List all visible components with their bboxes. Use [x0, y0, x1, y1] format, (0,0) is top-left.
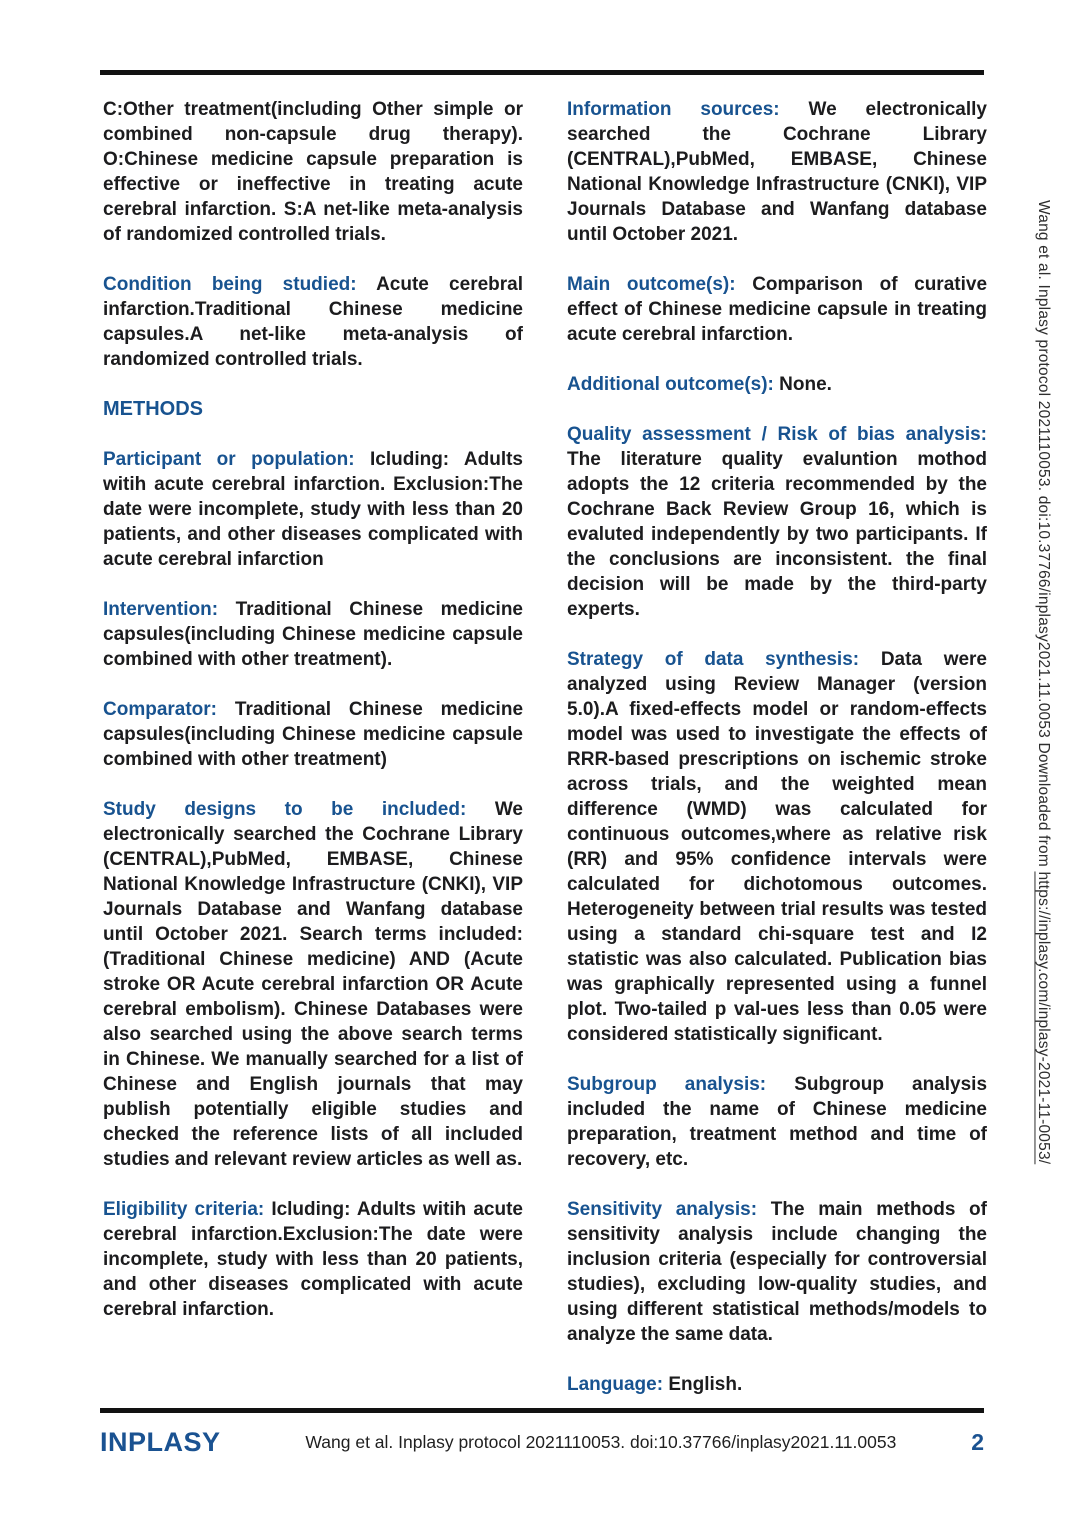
section-label: Study designs to be included:: [103, 799, 467, 820]
paragraph-text: The main methods of sensitivity analysis include changing the inclusion criteria (especially for controversial studies), excluding low-quality studies, and using different statistical methods/models to analyze the same data.: [567, 1199, 987, 1345]
paragraph-text: Subgroup analysis included the name of Chinese medicine preparation, treatment method and time of recovery, etc.: [567, 1074, 988, 1170]
paragraph-sensitivity-analysis: [567, 1197, 987, 1347]
bottom-rule: [100, 1408, 984, 1413]
top-rule: [100, 70, 984, 75]
paragraph-intervention: [103, 597, 523, 672]
section-label: Main outcome(s):: [567, 274, 736, 295]
section-label: Comparator:: [103, 699, 218, 720]
section-label: Subgroup analysis:: [567, 1074, 767, 1095]
section-label: Quality assessment / Risk of bias analysis:: [567, 424, 987, 445]
paragraph-text: Data were analyzed using Review Manager (version 5.0).A fixed-effects model or random-effects model was used to investigate the effects of RRR-based prescriptions on ischemic stroke across trials, and the weighted mean difference (WMD) was calculated for continuous outcomes,where as relative risk (RR) and 95% confidence intervals were calculated for dichotomous outcomes. Heterogeneity between trial results was tested using a standard chi-square test and I2 statistic was also calculated. Publication bias was graphically represented using a funnel plot. Two-tailed p val-ues less than 0.05 were considered statistically significant.: [567, 649, 987, 1045]
page-footer: [100, 1427, 984, 1458]
paragraph-information-sources: [567, 97, 987, 247]
section-label: Participant or population:: [103, 449, 355, 470]
paragraph-text: Icluding: Adults witih acute cerebral infarction. Exclusion:The date were incomplete, study with less than 20 patients, and other diseases complicated with acute cerebral infarction: [103, 449, 523, 570]
section-label: Condition being studied:: [103, 274, 357, 295]
paragraph-text: The literature quality evaluntion mothod adopts the 12 criteria recommended by the Cochrane Back Review Group 16, which is evaluted independently by two participants. If the conclusions are inconsistent. the final decision will be made by the third-party experts.: [567, 449, 987, 620]
footer-citation: Wang et al. Inplasy protocol 2021110053. doi:10.37766/inplasy2021.11.0053: [305, 1432, 897, 1452]
paragraph-language: [567, 1372, 987, 1397]
paragraph-main-outcomes: [567, 272, 987, 347]
sidebar-citation-url-link[interactable]: https://inplasy.com/inplasy-2021-11-0053/: [1035, 871, 1052, 1165]
paragraph-strategy-of-data-synthesis: [567, 647, 987, 1047]
section-label: Additional outcome(s):: [567, 374, 774, 395]
sidebar-citation: [1032, 200, 1054, 1370]
paragraph-quality-assessment: [567, 422, 987, 622]
paragraph-text: Traditional Chinese medicine capsules(including Chinese medicine capsule combined with other treatment): [103, 699, 524, 770]
page-content: [103, 97, 987, 1422]
left-column: [103, 97, 523, 1422]
section-label: Strategy of data synthesis:: [567, 649, 860, 670]
inplasy-logo: INPLASY: [100, 1427, 221, 1457]
paragraph-text: None.: [779, 374, 832, 395]
methods-heading: METHODS: [103, 398, 203, 420]
paragraph-text: English.: [668, 1374, 743, 1395]
paragraph-study-designs: [103, 797, 523, 1172]
section-label: Eligibility criteria:: [103, 1199, 265, 1220]
section-label: Language:: [567, 1374, 664, 1395]
paragraph-text: We electronically searched the Cochrane Library (CENTRAL),PubMed, EMBASE, Chinese National Knowledge Infrastructure (CNKI), VIP Journals Database and Wanfang database until October 2021. Search terms included: (Traditional Chinese medicine) AND (Acute stroke OR Acute cerebral infarction OR Acute cerebral embolism). Chinese Databases were also searched using the above search terms in Chinese. We manually searched for a list of Chinese and English journals that may publish potentially eligible studies and checked the reference lists of all included studies and relevant review articles as well as.: [103, 799, 523, 1170]
paragraph-comparator: [103, 697, 523, 772]
page-number: 2: [971, 1429, 984, 1455]
paragraph-text: C:Other treatment(including Other simple or combined non-capsule drug therapy). O:Chinese medicine capsule preparation is effective or ineffective in treating acute cerebral infarction. S:A net-like meta-analysis of randomized controlled trials.: [103, 99, 523, 245]
paragraph-text: Comparison of curative effect of Chinese medicine capsule in treating acute cerebral infarction.: [567, 274, 988, 345]
section-label: Intervention:: [103, 599, 219, 620]
paragraph-condition-being-studied: [103, 272, 523, 372]
paragraph-text: Acute cerebral infarction.Traditional Chinese medicine capsules.A net-like meta-analysis of randomized controlled trials.: [103, 274, 523, 370]
section-label: Sensitivity analysis:: [567, 1199, 758, 1220]
paragraph-subgroup-analysis: [567, 1072, 987, 1172]
paragraph-additional-outcomes: [567, 372, 987, 397]
section-label: Information sources:: [567, 99, 780, 120]
sidebar-citation-text: Wang et al. Inplasy protocol 2021110053. doi:10.37766/inplasy2021.11.0053 Downloaded from: [1035, 200, 1052, 872]
paragraph-text: We electronically searched the Cochrane Library (CENTRAL),PubMed, EMBASE, Chinese National Knowledge Infrastructure (CNKI), VIP Journals Database and Wanfang database until October 2021.: [567, 99, 987, 245]
right-column: [567, 97, 987, 1422]
paragraph-pico-continued: [103, 97, 523, 247]
paragraph-text: Traditional Chinese medicine capsules(including Chinese medicine capsule combined with other treatment).: [103, 599, 523, 670]
paragraph-participant-or-population: [103, 447, 523, 572]
paragraph-text: Icluding: Adults witih acute cerebral infarction.Exclusion:The date were incomplete, study with less than 20 patients, and other diseases complicated with acute cerebral infarction.: [103, 1199, 523, 1320]
paragraph-eligibility-criteria: [103, 1197, 523, 1322]
